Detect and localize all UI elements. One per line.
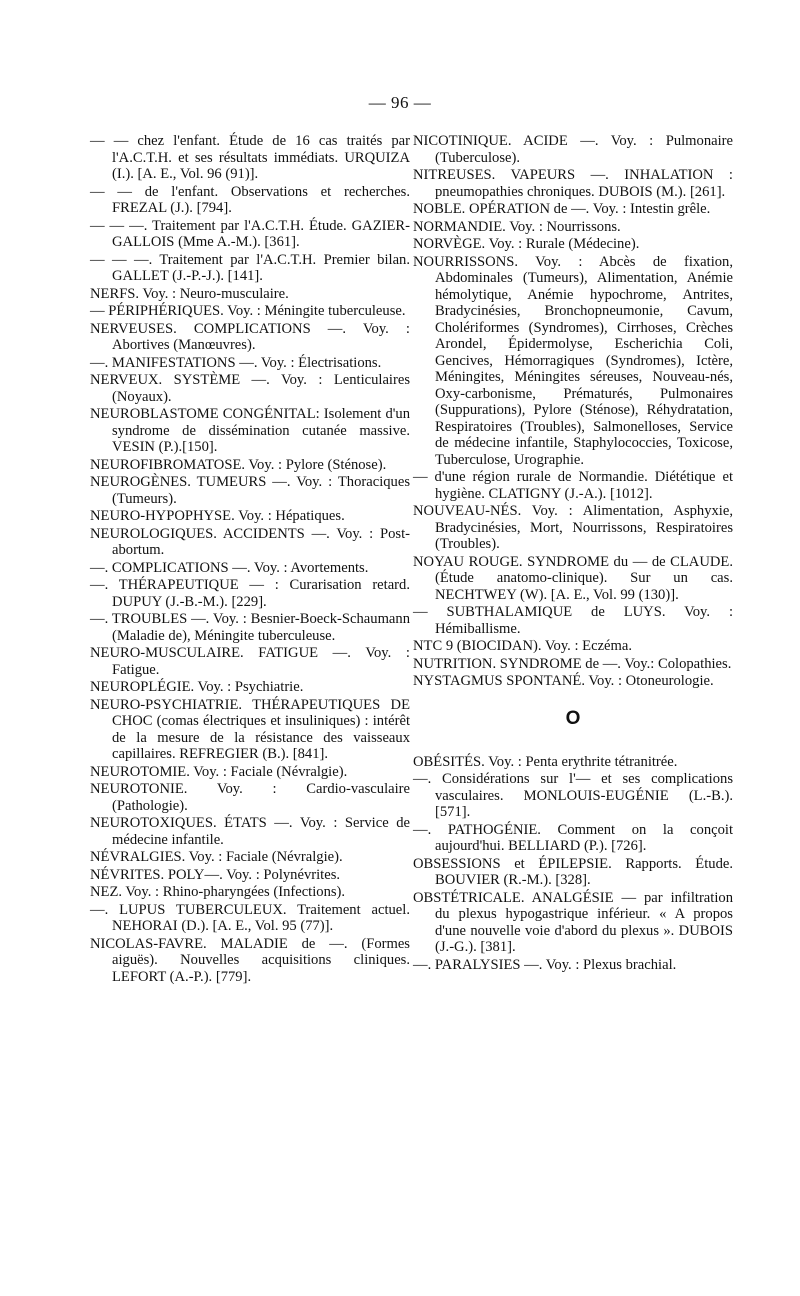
index-entry: NEURO-PSYCHIATRIE. THÉRAPEUTIQUES DE CHOC (comas électriques et insuliniques) : intérêt de la mesure de la résistance des vaisseaux capillaires. REFREGIER (B.). [841]. bbox=[90, 696, 410, 762]
index-entry: — — —. Traitement par l'A.C.T.H. Premier bilan. GALLET (J.-P.-J.). [141]. bbox=[90, 251, 410, 284]
index-entry: NEUROPLÉGIE. Voy. : Psychiatrie. bbox=[90, 679, 304, 695]
index-entry: NYSTAGMUS SPONTANÉ. Voy. : Otoneurologie. bbox=[413, 673, 714, 689]
index-entry: OBÉSITÉS. Voy. : Penta erythrite tétranitrée. bbox=[413, 753, 678, 770]
index-entry: NORVÈGE. Voy. : Rurale (Médecine). bbox=[413, 236, 640, 252]
index-column-left bbox=[90, 133, 410, 986]
index-entry: NEUROTONIE. Voy. : Cardio-vasculaire (Pathologie). bbox=[90, 781, 410, 814]
index-entry: —. Considérations sur l'— et ses complications vasculaires. MONLOUIS-EUGÉNIE (L.-B.). [571]. bbox=[413, 771, 733, 820]
index-entry: OBSTÉTRICALE. ANALGÉSIE — par infiltration du plexus hypogastrique inférieur. « A propos d'une nouvelle voie d'abord du plexus ». DUBOIS (J.-G.). [381]. bbox=[413, 889, 733, 955]
index-entry: —. MANIFESTATIONS —. Voy. : Électrisations. bbox=[90, 354, 382, 371]
index-entry: —. PATHOGÉNIE. Comment on la conçoit aujourd'hui. BELLIARD (P.). [726]. bbox=[413, 821, 733, 854]
index-entry: — — de l'enfant. Observations et recherches. FREZAL (J.). [794]. bbox=[90, 183, 410, 216]
index-entry: OBSESSIONS et ÉPILEPSIE. Rapports. Étude. BOUVIER (R.-M.). [328]. bbox=[413, 855, 733, 888]
index-entry: NOUVEAU-NÉS. Voy. : Alimentation, Asphyxie, Bradycinésies, Mort, Nourrissons, Respiratoires (Troubles). bbox=[413, 503, 733, 552]
index-entry: NITREUSES. VAPEURS —. INHALATION : pneumopathies chroniques. DUBOIS (M.). [261]. bbox=[413, 167, 733, 200]
index-entry: NEUROBLASTOME CONGÉNITAL: Isolement d'un syndrome de dissémination cutanée massive. VESIN (P.).[150]. bbox=[90, 406, 410, 455]
index-entry: — SUBTHALAMIQUE de LUYS. Voy. : Hémiballisme. bbox=[413, 604, 733, 637]
index-entry: NICOTINIQUE. ACIDE —. Voy. : Pulmonaire (Tuberculose). bbox=[413, 133, 733, 166]
index-entry: NEUROLOGIQUES. ACCIDENTS —. Voy. : Post-abortum. bbox=[90, 525, 410, 558]
index-entry: NOBLE. OPÉRATION de —. Voy. : Intestin grêle. bbox=[413, 201, 711, 217]
index-entry: NEURO-MUSCULAIRE. FATIGUE —. Voy. : Fatigue. bbox=[90, 645, 410, 678]
index-entry: —. LUPUS TUBERCULEUX. Traitement actuel. NEHORAI (D.). [A. E., Vol. 95 (77)]. bbox=[90, 901, 410, 934]
index-entry: NEUROTOMIE. Voy. : Faciale (Névralgie). bbox=[90, 763, 348, 780]
index-entry: NEUROFIBROMATOSE. Voy. : Pylore (Sténose). bbox=[90, 456, 387, 473]
index-column-right bbox=[413, 133, 733, 974]
index-entry: NÉVRALGIES. Voy. : Faciale (Névralgie). bbox=[90, 849, 343, 865]
index-entry: NEZ. Voy. : Rhino-pharyngées (Infections). bbox=[90, 884, 346, 900]
index-section-n bbox=[413, 133, 733, 690]
index-entry: —. PARALYSIES —. Voy. : Plexus brachial. bbox=[413, 956, 677, 973]
index-entry: NEUROGÈNES. TUMEURS —. Voy. : Thoraciques (Tumeurs). bbox=[90, 474, 410, 507]
index-entry: NEUROTOXIQUES. ÉTATS —. Voy. : Service de médecine infantile. bbox=[90, 815, 410, 848]
index-section-o bbox=[413, 754, 733, 974]
index-entry: NERFS. Voy. : Neuro-musculaire. bbox=[90, 285, 289, 302]
index-entry: — — chez l'enfant. Étude de 16 cas traités par l'A.C.T.H. et ses résultats immédiats. URQUIZA (I.). [A. E., Vol. 96 (91)]. bbox=[90, 133, 410, 182]
index-entry: — PÉRIPHÉRIQUES. Voy. : Méningite tuberculeuse. bbox=[90, 303, 406, 319]
index-entry: NUTRITION. SYNDROME de —. Voy.: Colopathies. bbox=[413, 655, 732, 672]
index-entry: NORMANDIE. Voy. : Nourrissons. bbox=[413, 218, 621, 235]
index-entry: —. COMPLICATIONS —. Voy. : Avortements. bbox=[90, 559, 369, 576]
index-entry: NÉVRITES. POLY—. Voy. : Polynévrites. bbox=[90, 866, 341, 883]
index-entry: NOYAU ROUGE. SYNDROME du — de CLAUDE. (Étude anatomo-clinique). Sur un cas. NECHTWEY (W). [A. E., Vol. 99 (130)]. bbox=[413, 553, 733, 603]
index-entry: NERVEUSES. COMPLICATIONS —. Voy. : Abortives (Manœuvres). bbox=[90, 320, 410, 353]
index-entry: NEURO-HYPOPHYSE. Voy. : Hépatiques. bbox=[90, 508, 345, 524]
index-entry: NTC 9 (BIOCIDAN). Voy. : Eczéma. bbox=[413, 638, 633, 654]
index-entry: NICOLAS-FAVRE. MALADIE de —. (Formes aiguës). Nouvelles acquisitions cliniques. LEFORT (A.-P.). [779]. bbox=[90, 935, 410, 985]
section-letter-heading: O bbox=[565, 707, 581, 729]
index-entry: NERVEUX. SYSTÈME —. Voy. : Lenticulaires (Noyaux). bbox=[90, 372, 410, 405]
index-entry: —. THÉRAPEUTIQUE — : Curarisation retard. DUPUY (J.-B.-M.). [229]. bbox=[90, 577, 410, 610]
index-entry: — d'une région rurale de Normandie. Diététique et hygiène. CLATIGNY (J.-A.). [1012]. bbox=[413, 469, 733, 502]
index-entry: — — —. Traitement par l'A.C.T.H. Étude. GAZIER-GALLOIS (Mme A.-M.). [361]. bbox=[90, 217, 410, 250]
index-entry: NOURRISSONS. Voy. : Abcès de fixation, Abdominales (Tumeurs), Alimentation, Anémie hémolytique, Anémie hypochrome, Antrites, Bradycinésies, Bronchopneumonie, Cavum, Cholériformes (Syndromes), Cirrhoses, Crèches Arondel, Épidermolyse, Escherichia Coli, Gencives, Hémorragiques (Syndromes), Ictère, Méningites, Méningites séreuses, Nouveau-nés, Oxy-carbonisme, Prématurés, Pulmonaires (Suppurations), Pylore (Sténose), Réhydratation, Respiratoires (Troubles), Salmonelloses, Service de médecine infantile, Staphylococcies, Toxicose, Tuberculose, Urographie. bbox=[413, 253, 733, 468]
page-number: — 96 — bbox=[368, 93, 432, 112]
index-entry: —. TROUBLES —. Voy. : Besnier-Boeck-Schaumann (Maladie de), Méningite tuberculeuse. bbox=[90, 611, 410, 644]
